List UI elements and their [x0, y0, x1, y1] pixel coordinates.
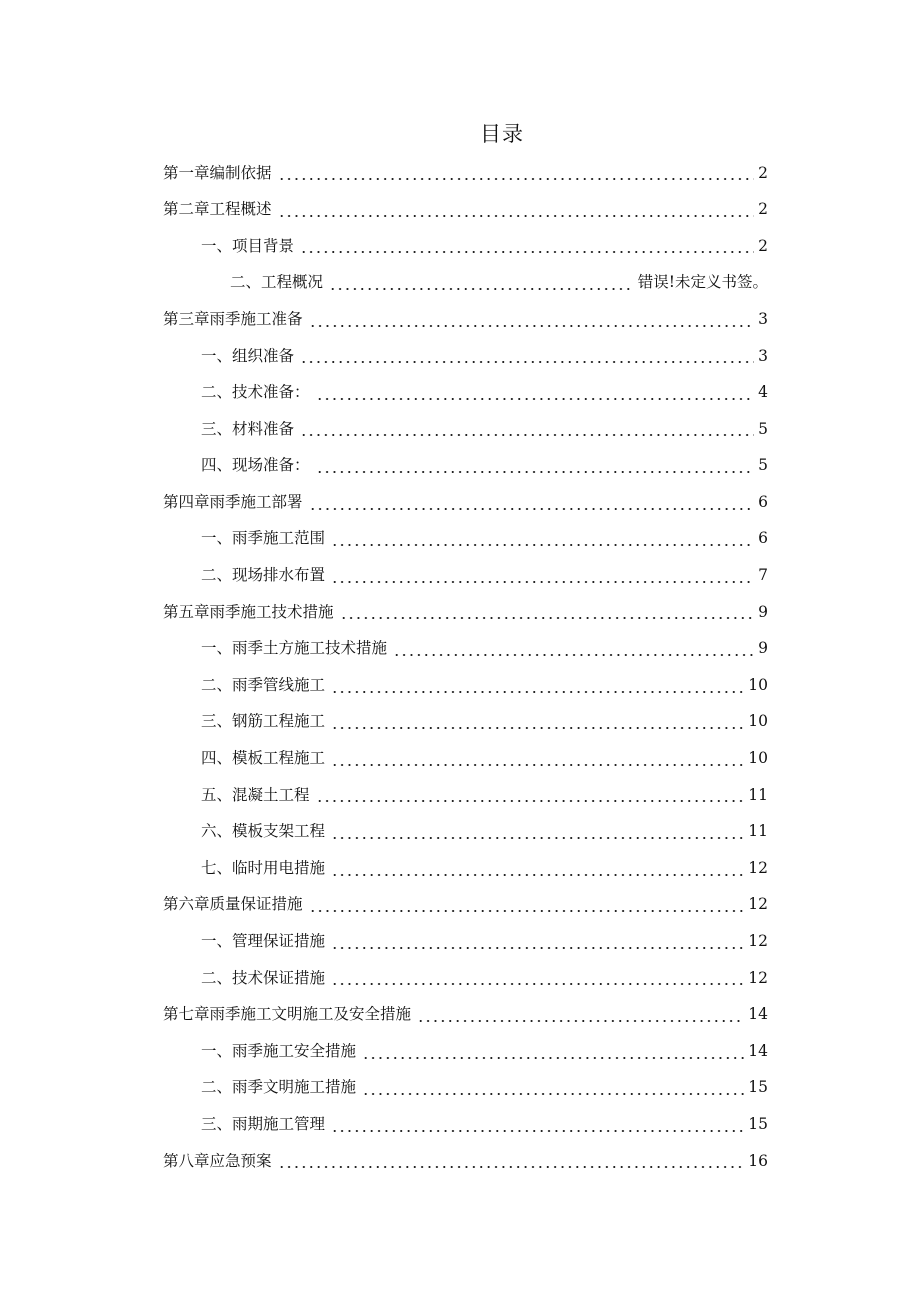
toc-entry-page-number: 16: [748, 1151, 768, 1170]
toc-entry-text: 第二章工程概述: [163, 200, 272, 219]
toc-entry-page-number: 9: [758, 639, 768, 658]
toc-entry[interactable]: [0, 631, 920, 668]
toc-entry-page-number: 10: [748, 749, 768, 768]
toc-dot-leader: [331, 678, 744, 694]
toc-entry-page-number: 4: [758, 383, 768, 402]
toc-entry-page-number: 12: [748, 932, 768, 951]
toc-entry-text: 第八章应急预案: [163, 1151, 272, 1170]
toc-entry-page-number: 10: [748, 712, 768, 731]
toc-entry[interactable]: [0, 265, 920, 302]
toc-entry[interactable]: [0, 1106, 920, 1143]
toc-entry[interactable]: [0, 448, 920, 485]
toc-dot-leader: [331, 824, 744, 840]
toc-entry-page-number: 错误!未定义书签。: [637, 273, 768, 292]
toc-entry[interactable]: [0, 923, 920, 960]
toc-entry[interactable]: [0, 814, 920, 851]
toc-entry-text: 一、雨季土方施工技术措施: [201, 639, 388, 658]
toc-entry-page-number: 11: [748, 785, 768, 804]
toc-entry[interactable]: [0, 521, 920, 558]
toc-dot-leader: [300, 348, 754, 364]
toc-dot-leader: [362, 1080, 744, 1096]
toc-entry-page-number: 5: [758, 456, 768, 475]
toc-entry-text: 四、模板工程施工: [201, 749, 326, 768]
toc-entry[interactable]: [0, 997, 920, 1034]
toc-entry[interactable]: [0, 155, 920, 192]
toc-entry[interactable]: [0, 741, 920, 778]
toc-entry-page-number: 2: [758, 236, 768, 255]
toc-dot-leader: [278, 165, 755, 181]
toc-dot-leader: [331, 970, 744, 986]
toc-entry[interactable]: [0, 887, 920, 924]
toc-entry-text: 二、工程概况: [230, 273, 324, 292]
toc-entry-page-number: 10: [748, 675, 768, 694]
toc-entry-page-number: 12: [748, 895, 768, 914]
toc-entry[interactable]: [0, 667, 920, 704]
toc-dot-leader: [331, 934, 744, 950]
toc-entry[interactable]: [0, 704, 920, 741]
toc-entry-page-number: 14: [748, 1005, 768, 1024]
toc-entry-text: 三、雨期施工管理: [201, 1114, 326, 1133]
toc-entry-page-number: 3: [758, 309, 768, 328]
toc-entry-page-number: 6: [758, 529, 768, 548]
toc-entry-text: 二、雨季管线施工: [201, 675, 326, 694]
toc-entry[interactable]: [0, 1033, 920, 1070]
toc-dot-leader: [300, 238, 754, 254]
toc-entry[interactable]: [0, 558, 920, 595]
toc-dot-leader: [331, 861, 744, 877]
toc-entry-page-number: 3: [758, 346, 768, 365]
toc-entry-page-number: 9: [758, 602, 768, 621]
toc-entry-page-number: 11: [748, 822, 768, 841]
toc-title: 目录: [480, 122, 524, 146]
toc-entry-text: 七、临时用电措施: [201, 858, 326, 877]
toc-entry-text: 第四章雨季施工部署: [163, 492, 303, 511]
toc-entry-page-number: 5: [758, 419, 768, 438]
toc-entry[interactable]: [0, 375, 920, 412]
toc-entry-text: 四、现场准备：: [201, 456, 310, 475]
toc-entry-text: 第七章雨季施工文明施工及安全措施: [163, 1005, 412, 1024]
toc-dot-leader: [316, 458, 755, 474]
toc-list: [0, 155, 920, 1180]
toc-entry-text: 第六章质量保证措施: [163, 895, 303, 914]
toc-entry[interactable]: [0, 301, 920, 338]
toc-dot-leader: [316, 385, 755, 401]
toc-dot-leader: [331, 714, 744, 730]
toc-entry[interactable]: [0, 850, 920, 887]
toc-entry[interactable]: [0, 411, 920, 448]
toc-entry[interactable]: [0, 1143, 920, 1180]
toc-dot-leader: [331, 531, 754, 547]
toc-entry[interactable]: [0, 228, 920, 265]
toc-entry-text: 第一章编制依据: [163, 163, 272, 182]
toc-dot-leader: [316, 787, 745, 803]
toc-entry[interactable]: [0, 338, 920, 375]
toc-dot-leader: [331, 1117, 744, 1133]
toc-dot-leader: [393, 641, 754, 657]
toc-entry-text: 第五章雨季施工技术措施: [163, 602, 334, 621]
toc-entry-text: 三、钢筋工程施工: [201, 712, 326, 731]
toc-entry-text: 第三章雨季施工准备: [163, 309, 303, 328]
toc-entry[interactable]: [0, 594, 920, 631]
toc-entry-text: 一、管理保证措施: [201, 932, 326, 951]
toc-entry-text: 二、技术准备：: [201, 383, 310, 402]
toc-entry-page-number: 15: [748, 1114, 768, 1133]
toc-dot-leader: [362, 1044, 744, 1060]
toc-entry-text: 一、组织准备: [201, 346, 295, 365]
toc-dot-leader: [340, 604, 755, 620]
toc-dot-leader: [329, 275, 634, 291]
toc-dot-leader: [278, 202, 755, 218]
toc-entry-page-number: 2: [758, 200, 768, 219]
toc-entry-page-number: 12: [748, 968, 768, 987]
toc-entry[interactable]: [0, 960, 920, 997]
toc-dot-leader: [309, 312, 755, 328]
toc-entry-page-number: 15: [748, 1078, 768, 1097]
toc-entry-text: 六、模板支架工程: [201, 822, 326, 841]
toc-entry-page-number: 2: [758, 163, 768, 182]
toc-entry-page-number: 7: [758, 566, 768, 585]
toc-entry-page-number: 6: [758, 492, 768, 511]
toc-entry-text: 二、技术保证措施: [201, 968, 326, 987]
toc-entry[interactable]: [0, 1070, 920, 1107]
toc-entry-text: 三、材料准备: [201, 419, 295, 438]
toc-entry-text: 二、现场排水布置: [201, 566, 326, 585]
toc-entry-text: 一、项目背景: [201, 236, 295, 255]
toc-dot-leader: [300, 421, 754, 437]
toc-entry-text: 一、雨季施工安全措施: [201, 1041, 357, 1060]
toc-dot-leader: [309, 897, 745, 913]
toc-entry-text: 二、雨季文明施工措施: [201, 1078, 357, 1097]
toc-entry-page-number: 12: [748, 858, 768, 877]
toc-dot-leader: [309, 495, 755, 511]
toc-dot-leader: [417, 1007, 744, 1023]
toc-dot-leader: [331, 568, 754, 584]
toc-entry-text: 五、混凝土工程: [201, 785, 310, 804]
toc-entry-text: 一、雨季施工范围: [201, 529, 326, 548]
toc-entry-page-number: 14: [748, 1041, 768, 1060]
toc-dot-leader: [331, 751, 744, 767]
toc-entry[interactable]: [0, 777, 920, 814]
toc-entry[interactable]: [0, 192, 920, 229]
toc-dot-leader: [278, 1153, 745, 1169]
toc-entry[interactable]: [0, 484, 920, 521]
